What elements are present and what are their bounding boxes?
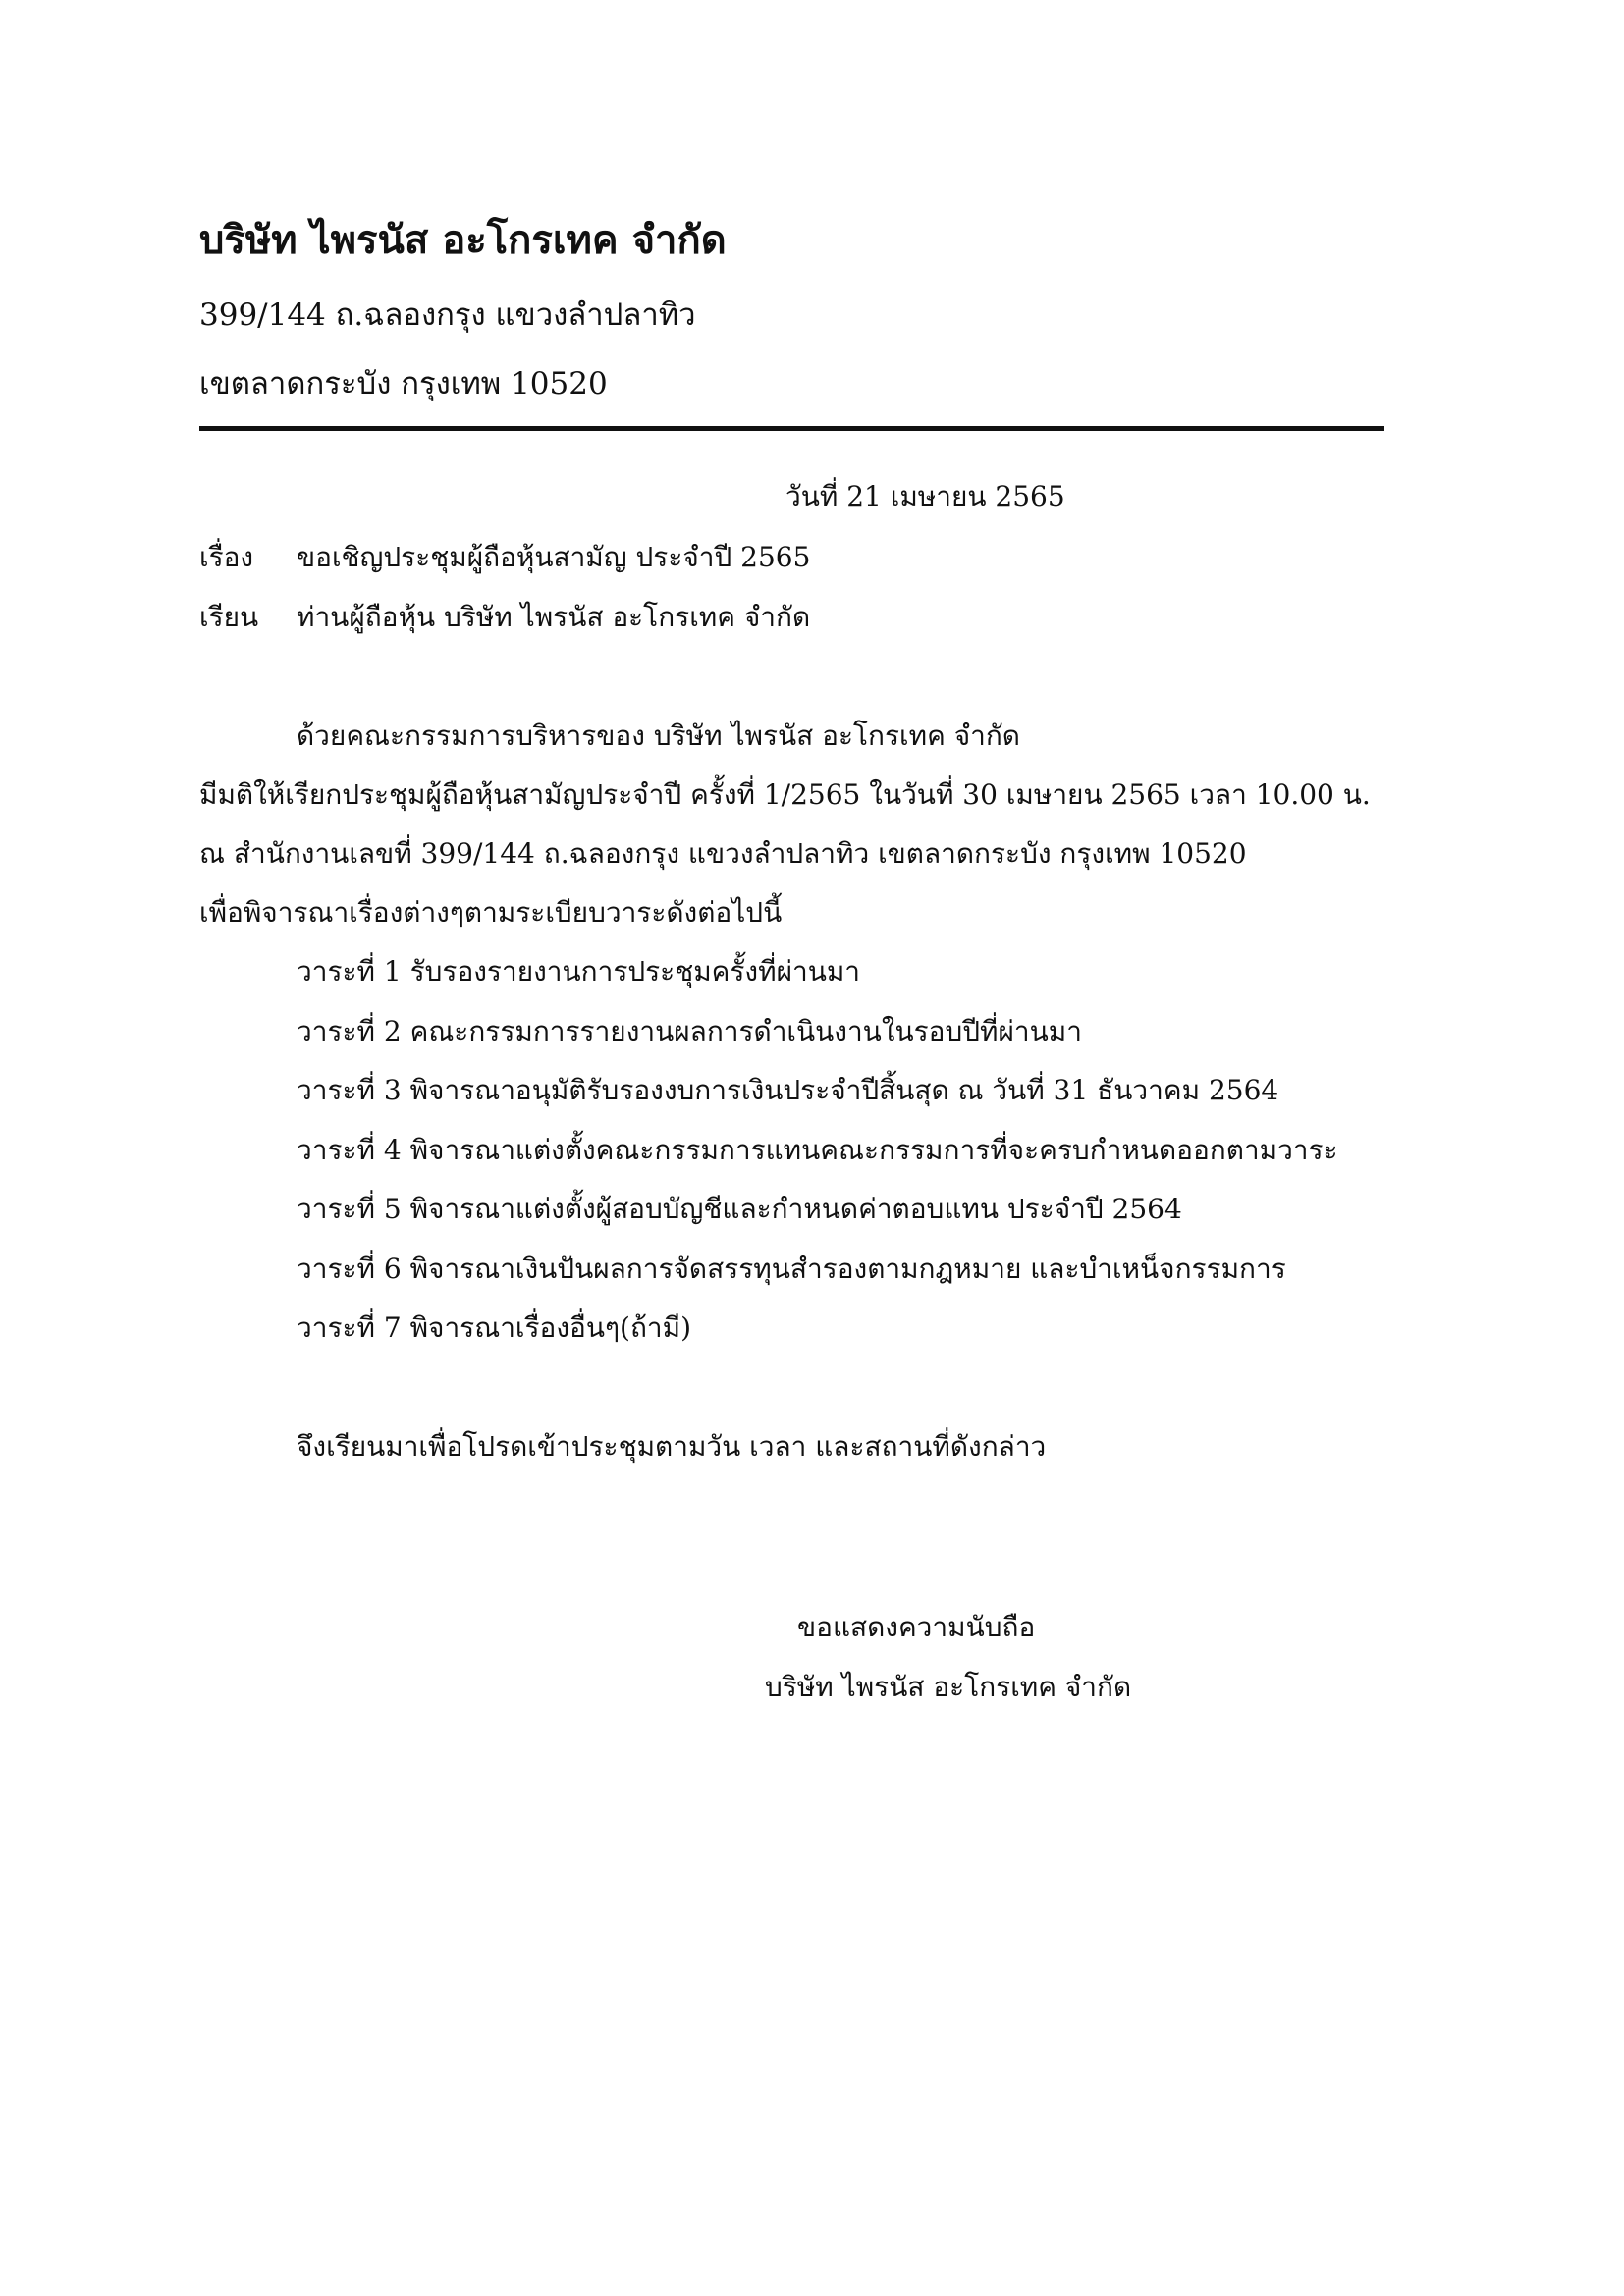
agenda-item-5: วาระที่ 5 พิจารณาแต่งตั้งผู้สอบบัญชีและกำหนดค่าตอบแทน ประจำปี 2564	[297, 1193, 1182, 1225]
body-line-1: ด้วยคณะกรรมการบริหารของ บริษัท ไพรนัส อะโกรเทค จำกัด	[297, 720, 1020, 752]
body-line-3: ณ สำนักงานเลขที่ 399/144 ถ.ฉลองกรุง แขวงลำปลาทิว เขตลาดกระบัง กรุงเทพ 10520	[199, 837, 1247, 870]
body-line-4: เพื่อพิจารณาเรื่องต่างๆตามระเบียบวาระดังต่อไปนี้	[199, 896, 783, 929]
signature-company: บริษัท ไพรนัส อะโกรเทค จำกัด	[765, 1671, 1132, 1703]
agenda-item-1: วาระที่ 1 รับรองรายงานการประชุมครั้งที่ผ่านมา	[297, 955, 861, 988]
agenda-item-3: วาระที่ 3 พิจารณาอนุมัติรับรองงบการเงินประจำปีสิ้นสุด ณ วันที่ 31 ธันวาคม 2564	[297, 1074, 1279, 1106]
recipient-text: ท่านผู้ถือหุ้น บริษัท ไพรนัส อะโกรเทค จำกัด	[297, 601, 811, 633]
address-line-2: เขตลาดกระบัง กรุงเทพ 10520	[199, 366, 608, 401]
body-line-2: มีมติให้เรียกประชุมผู้ถือหุ้นสามัญประจำปี ครั้งที่ 1/2565 ในวันที่ 30 เมษายน 2565 เวลา 10.00 น.	[199, 778, 1371, 811]
letterhead-divider	[199, 426, 1384, 431]
signature-regards: ขอแสดงความนับถือ	[797, 1611, 1036, 1643]
agenda-item-4: วาระที่ 4 พิจารณาแต่งตั้งคณะกรรมการแทนคณะกรรมการที่จะครบกำหนดออกตามวาระ	[297, 1134, 1338, 1166]
date-line: วันที่ 21 เมษายน 2565	[785, 480, 1065, 512]
subject-text: ขอเชิญประชุมผู้ถือหุ้นสามัญ ประจำปี 2565	[297, 541, 811, 573]
agenda-item-7: วาระที่ 7 พิจารณาเรื่องอื่นๆ(ถ้ามี)	[297, 1311, 691, 1344]
address-line-1: 399/144 ถ.ฉลองกรุง แขวงลำปลาทิว	[199, 297, 696, 333]
agenda-item-2: วาระที่ 2 คณะกรรมการรายงานผลการดำเนินงานในรอบปีที่ผ่านมา	[297, 1015, 1082, 1047]
agenda-item-6: วาระที่ 6 พิจารณาเงินปันผลการจัดสรรทุนสำรองตามกฎหมาย และบำเหน็จกรรมการ	[297, 1253, 1286, 1285]
subject-label: เรื่อง	[199, 541, 254, 573]
closing-text: จึงเรียนมาเพื่อโปรดเข้าประชุมตามวัน เวลา และสถานที่ดังกล่าว	[297, 1430, 1047, 1463]
company-name: บริษัท ไพรนัส อะโกรเทค จำกัด	[199, 217, 727, 263]
recipient-label: เรียน	[199, 601, 259, 633]
